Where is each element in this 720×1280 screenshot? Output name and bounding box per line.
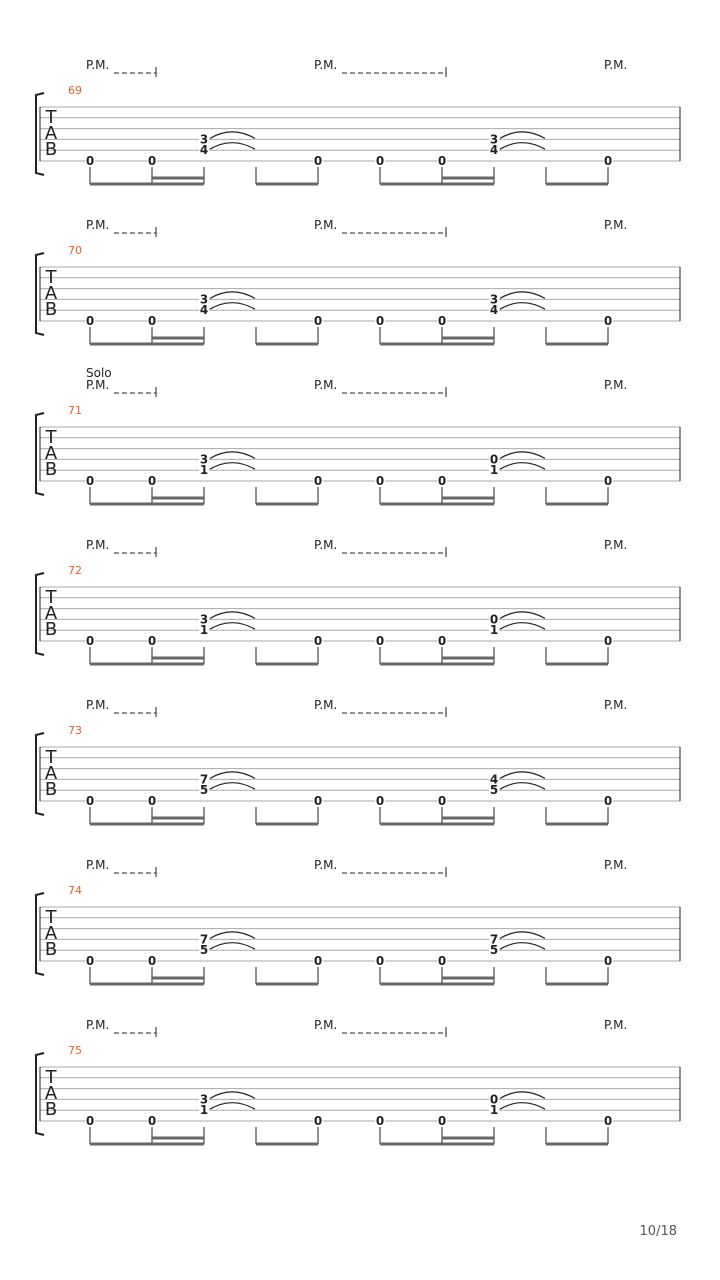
tie-arc (210, 452, 255, 459)
fret-number: 0 (147, 314, 157, 328)
tie-arc (210, 1103, 255, 1110)
palm-mute-label: P.M. (314, 858, 338, 872)
fret-number: 0 (85, 474, 95, 488)
fret-number: 0 (375, 794, 385, 808)
fret-number: 7 (199, 772, 209, 787)
fret-number: 3 (199, 132, 209, 147)
tie-arc (500, 623, 545, 630)
fret-number: 5 (199, 783, 209, 798)
measure-number: 72 (68, 564, 82, 577)
palm-mute-label: P.M. (86, 1018, 110, 1032)
tie-arc (500, 612, 545, 619)
palm-mute-label: P.M. (86, 538, 110, 552)
tab-system (36, 538, 680, 664)
fret-number: 0 (603, 474, 613, 488)
tie-arc (210, 612, 255, 619)
palm-mute-label: P.M. (314, 58, 338, 72)
fret-number: 0 (85, 314, 95, 328)
fret-number: 0 (603, 314, 613, 328)
tie-arc (500, 132, 545, 139)
tie-arc (500, 783, 545, 790)
fret-number: 1 (199, 463, 209, 478)
fret-number: 3 (199, 612, 209, 627)
fret-number: 0 (437, 634, 447, 648)
fret-number: 0 (375, 1114, 385, 1128)
fret-number: 0 (313, 1114, 323, 1128)
measure-number: 74 (68, 884, 82, 897)
fret-number: 0 (603, 794, 613, 808)
tab-clef-letter: A (44, 603, 58, 624)
tie-arc (210, 772, 255, 779)
fret-number: 1 (489, 623, 499, 638)
tab-clef-letter: A (44, 1083, 58, 1104)
tab-clef-letter: B (44, 299, 58, 320)
fret-number: 0 (313, 634, 323, 648)
palm-mute-label: P.M. (314, 538, 338, 552)
fret-number: 0 (603, 1114, 613, 1128)
measure-number: 69 (68, 84, 82, 97)
tab-clef-letter: T (45, 107, 57, 128)
tab-clef-letter: T (45, 427, 57, 448)
section-label: Solo (86, 366, 112, 380)
fret-number: 0 (603, 954, 613, 968)
tab-clef-letter: B (44, 459, 58, 480)
fret-number: 3 (199, 1092, 209, 1107)
palm-mute-label: P.M. (86, 58, 110, 72)
fret-number: 0 (375, 154, 385, 168)
measure-number: 71 (68, 404, 82, 417)
fret-number: 5 (199, 943, 209, 958)
tie-arc (210, 943, 255, 950)
tie-arc (500, 943, 545, 950)
palm-mute-label: P.M. (604, 698, 628, 712)
fret-number: 0 (147, 634, 157, 648)
tie-arc (210, 292, 255, 299)
fret-number: 0 (603, 154, 613, 168)
fret-number: 0 (147, 474, 157, 488)
tab-clef-letter: B (44, 139, 58, 160)
tie-arc (210, 463, 255, 470)
tab-system (36, 858, 680, 984)
fret-number: 1 (199, 1103, 209, 1118)
fret-number: 0 (489, 452, 499, 467)
palm-mute-label: P.M. (86, 218, 110, 232)
fret-number: 0 (603, 634, 613, 648)
palm-mute-label: P.M. (604, 1018, 628, 1032)
tab-system (36, 366, 680, 504)
fret-number: 7 (199, 932, 209, 947)
tie-arc (210, 143, 255, 150)
fret-number: 1 (489, 463, 499, 478)
tie-arc (500, 143, 545, 150)
tab-system (36, 218, 680, 344)
tab-system (36, 1018, 680, 1144)
tie-arc (210, 623, 255, 630)
palm-mute-label: P.M. (86, 858, 110, 872)
palm-mute-label: P.M. (314, 698, 338, 712)
palm-mute-label: P.M. (314, 1018, 338, 1032)
tie-arc (500, 772, 545, 779)
tie-arc (210, 932, 255, 939)
fret-number: 1 (489, 1103, 499, 1118)
fret-number: 0 (85, 954, 95, 968)
fret-number: 0 (85, 154, 95, 168)
fret-number: 4 (199, 143, 209, 158)
tie-arc (500, 932, 545, 939)
tab-clef-letter: A (44, 443, 58, 464)
palm-mute-label: P.M. (314, 378, 338, 392)
tab-clef-letter: A (44, 123, 58, 144)
fret-number: 0 (85, 1114, 95, 1128)
fret-number: 0 (85, 794, 95, 808)
palm-mute-label: P.M. (604, 218, 628, 232)
tie-arc (500, 1092, 545, 1099)
fret-number: 0 (313, 954, 323, 968)
measure-number: 73 (68, 724, 82, 737)
fret-number: 0 (313, 314, 323, 328)
fret-number: 0 (147, 794, 157, 808)
tie-arc (210, 783, 255, 790)
fret-number: 4 (199, 303, 209, 318)
fret-number: 0 (489, 612, 499, 627)
fret-number: 3 (489, 132, 499, 147)
fret-number: 0 (437, 154, 447, 168)
tab-clef-letter: T (45, 1067, 57, 1088)
palm-mute-label: P.M. (604, 538, 628, 552)
fret-number: 0 (375, 634, 385, 648)
fret-number: 0 (313, 474, 323, 488)
fret-number: 0 (313, 794, 323, 808)
fret-number: 4 (489, 143, 499, 158)
tab-clef-letter: B (44, 779, 58, 800)
tab-clef-letter: B (44, 619, 58, 640)
palm-mute-label: P.M. (604, 858, 628, 872)
fret-number: 3 (489, 292, 499, 307)
fret-number: 1 (199, 623, 209, 638)
tie-arc (500, 452, 545, 459)
palm-mute-label: P.M. (86, 698, 110, 712)
palm-mute-label: P.M. (604, 378, 628, 392)
fret-number: 5 (489, 783, 499, 798)
fret-number: 0 (147, 954, 157, 968)
palm-mute-label: P.M. (86, 378, 110, 392)
tab-clef-letter: T (45, 267, 57, 288)
fret-number: 0 (437, 314, 447, 328)
tie-arc (210, 1092, 255, 1099)
tab-clef-letter: T (45, 907, 57, 928)
fret-number: 0 (437, 954, 447, 968)
tab-clef-letter: B (44, 939, 58, 960)
fret-number: 0 (375, 314, 385, 328)
tab-clef-letter: A (44, 763, 58, 784)
tie-arc (210, 132, 255, 139)
fret-number: 0 (375, 474, 385, 488)
fret-number: 0 (489, 1092, 499, 1107)
fret-number: 3 (199, 292, 209, 307)
fret-number: 4 (489, 303, 499, 318)
tab-clef-letter: A (44, 283, 58, 304)
tab-system (36, 58, 680, 184)
tie-arc (500, 1103, 545, 1110)
palm-mute-label: P.M. (604, 58, 628, 72)
tab-clef-letter: T (45, 747, 57, 768)
fret-number: 5 (489, 943, 499, 958)
tie-arc (500, 463, 545, 470)
tie-arc (210, 303, 255, 310)
fret-number: 0 (313, 154, 323, 168)
tab-system (36, 698, 680, 824)
fret-number: 3 (199, 452, 209, 467)
page-number: 10/18 (639, 1224, 677, 1239)
measure-number: 75 (68, 1044, 82, 1057)
fret-number: 0 (147, 154, 157, 168)
tab-clef-letter: T (45, 587, 57, 608)
tie-arc (500, 292, 545, 299)
fret-number: 0 (85, 634, 95, 648)
fret-number: 0 (147, 1114, 157, 1128)
fret-number: 0 (437, 1114, 447, 1128)
fret-number: 0 (437, 474, 447, 488)
fret-number: 0 (375, 954, 385, 968)
measure-number: 70 (68, 244, 82, 257)
tie-arc (500, 303, 545, 310)
fret-number: 7 (489, 932, 499, 947)
tab-clef-letter: B (44, 1099, 58, 1120)
fret-number: 0 (437, 794, 447, 808)
palm-mute-label: P.M. (314, 218, 338, 232)
tab-clef-letter: A (44, 923, 58, 944)
fret-number: 4 (489, 772, 499, 787)
